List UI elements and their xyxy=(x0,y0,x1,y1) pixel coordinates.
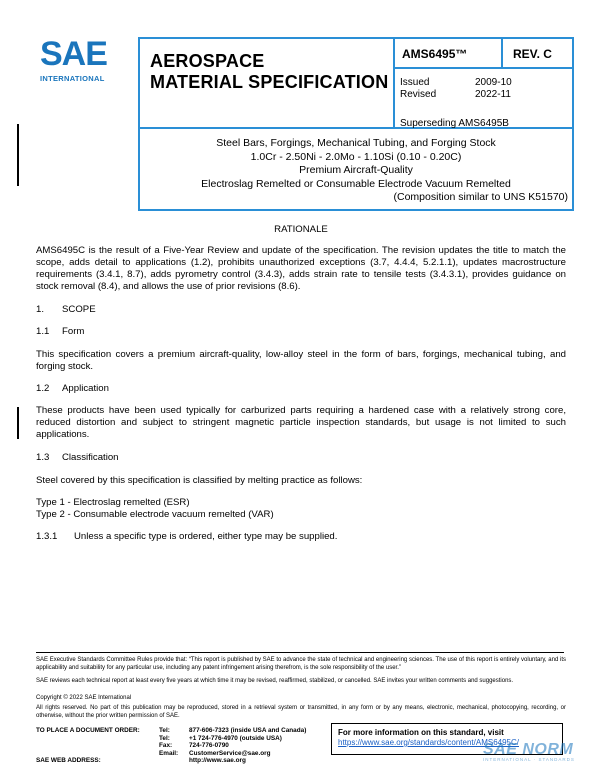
section-1-2-heading xyxy=(36,383,566,395)
more-info-title: For more information on this standard, visit xyxy=(338,728,504,737)
tel-label: Tel: xyxy=(159,734,170,742)
section-title: Application xyxy=(62,383,109,394)
logo-subtitle: INTERNATIONAL xyxy=(40,74,105,83)
section-1-2-paragraph: These products have been used typically for carburized parts requiring a hardened case with a relatively strong core, reduced distortion and subject to stringent magnetic particle inspection standards, but usage is not limited to such applications. xyxy=(36,405,566,440)
subject-line: Steel Bars, Forgings, Mechanical Tubing, and Forging Stock xyxy=(216,137,496,149)
subject-line: Premium Aircraft-Quality xyxy=(299,164,413,176)
tel-label: Tel: xyxy=(159,727,170,734)
subject-line: Electroslag Remelted or Consumable Electrode Vacuum Remelted xyxy=(201,177,511,190)
dates-block xyxy=(395,69,572,129)
section-number: 1.2 xyxy=(36,383,50,394)
doc-number: AMS6495™ xyxy=(395,39,503,69)
title-line-1: AEROSPACE xyxy=(150,51,265,71)
type-1-item: Type 1 - Electroslag remelted (ESR) xyxy=(36,497,190,508)
section-title: SCOPE xyxy=(62,304,96,315)
rationale-heading: RATIONALE xyxy=(274,224,328,235)
footer-review: SAE reviews each technical report at least every five years at which time it may be revised, reaffirmed, stabilized, or cancelled. SAE invites your written comments and suggestions. xyxy=(36,678,514,684)
footer-divider xyxy=(36,652,564,653)
logo-brand: SAE xyxy=(40,35,107,73)
issued-date: 2009-10 xyxy=(475,77,512,88)
revised-date: 2022-11 xyxy=(475,89,511,100)
section-1-3-1 xyxy=(36,531,566,543)
title-line-2: MATERIAL SPECIFICATION xyxy=(150,72,389,92)
email-value: CustomerService@sae.org xyxy=(189,749,271,757)
fax-label: Fax: xyxy=(159,742,173,750)
revision-label: REV. C xyxy=(503,39,572,69)
spec-title xyxy=(140,39,395,129)
order-contacts xyxy=(36,727,306,765)
web-label: SAE WEB ADDRESS: xyxy=(36,757,101,765)
sae-logo xyxy=(40,36,122,88)
subject-line: (Composition similar to UNS K51570) xyxy=(393,191,568,203)
footer-rules: SAE Executive Standards Committee Rules provide that: “This report is published by SAE to advance the state of technical and engineering sciences. The use of this report is entirely voluntary, and its applicability and suitability for any particular use, including any patent infringement arising therefrom, is the sole responsibility of the user.” xyxy=(36,657,566,671)
section-number: 1. xyxy=(36,304,45,315)
type-2-item: Type 2 - Consumable electrode vacuum remelted (VAR) xyxy=(36,509,274,520)
revised-label: Revised xyxy=(400,89,437,100)
subject-line: 1.0Cr - 2.50Ni - 2.0Mo - 1.10Si (0.10 - 0.20C) xyxy=(250,150,462,163)
rationale-paragraph: AMS6495C is the result of a Five-Year Review and update of the specification. The revision updates the title to match the scope, adds detail to applications (1.2), prohibits unauthorized exceptions (3.7, 4.4.4, 5.2.1.1), updates macrostructure requirements (3.4.1, 8.7), adds pyrometry control (3.4.3), adds strain rate to tensile tests (3.4.3.1), provides guidance on stock removal (8.4), and allows the use of prior revisions (8.6). xyxy=(36,245,566,292)
section-title: Classification xyxy=(62,452,119,463)
footer-copyright: Copyright © 2022 SAE International xyxy=(36,695,132,701)
section-1-1-paragraph: This specification covers a premium aircraft-quality, low-alloy steel in the form of bars, forgings, mechanical tubing, and forging stock. xyxy=(36,349,566,372)
tel-value: 877-606-7323 (inside USA and Canada) xyxy=(189,727,307,734)
section-number: 1.1 xyxy=(36,326,50,337)
fax-value: 724-776-0790 xyxy=(189,742,229,750)
section-number: 1.3 xyxy=(36,452,50,463)
section-1-3-1-text: Unless a specific type is ordered, either type may be supplied. xyxy=(74,531,338,542)
section-1-1-heading xyxy=(36,326,566,338)
web-address[interactable]: http://www.sae.org xyxy=(189,757,246,765)
change-bar xyxy=(17,407,19,439)
section-1-3-heading xyxy=(36,452,566,464)
document-header xyxy=(138,37,574,211)
issued-label: Issued xyxy=(400,77,430,88)
email-label: Email: xyxy=(159,749,179,757)
tel-value: +1 724-776-4970 (outside USA) xyxy=(189,734,282,742)
standard-link[interactable]: https://www.sae.org/standards/content/AMS6495C/ xyxy=(338,738,519,747)
subject-block xyxy=(140,129,572,209)
watermark-logo xyxy=(483,741,595,774)
section-title: Form xyxy=(62,326,85,337)
section-1-3-paragraph: Steel covered by this specification is classified by melting practice as follows: xyxy=(36,475,363,486)
watermark-main: SAE NORM xyxy=(483,741,574,758)
watermark-sub: INTERNATIONAL · STANDARDS xyxy=(483,757,575,762)
superseding-note: Superseding AMS6495B xyxy=(400,118,509,129)
order-label: TO PLACE A DOCUMENT ORDER: xyxy=(36,727,140,734)
section-1-heading xyxy=(36,304,566,316)
change-bar xyxy=(17,124,19,186)
footer-rights: All rights reserved. No part of this publication may be reproduced, stored in a retrieval system or transmitted, in any form or by any means, electronic, mechanical, photocopying, recording, or otherwise, without the prior written permission of SAE. xyxy=(36,705,566,719)
section-number: 1.3.1 xyxy=(36,531,58,542)
